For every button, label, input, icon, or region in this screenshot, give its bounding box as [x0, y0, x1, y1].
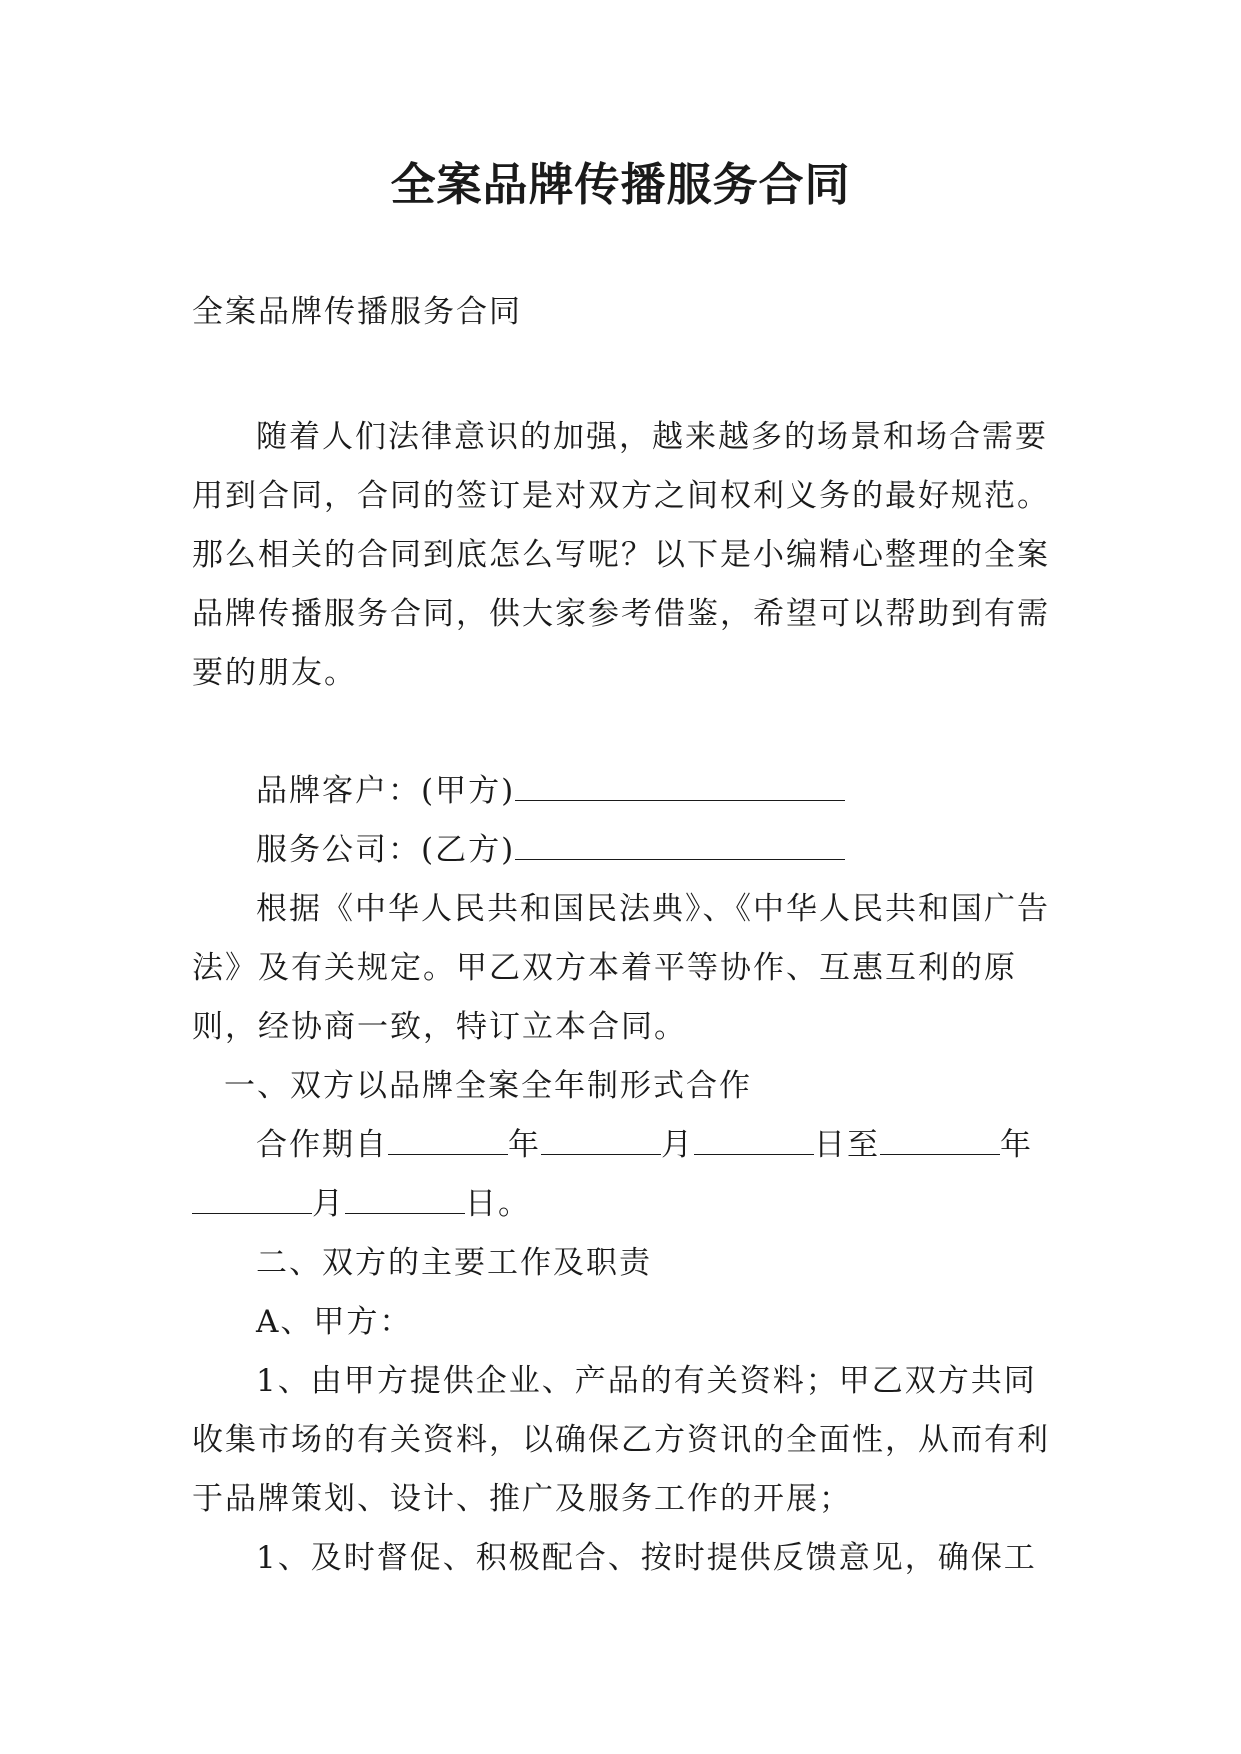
end-month-blank[interactable] — [192, 1183, 312, 1214]
party-a-label: 品牌客户：(甲方) — [256, 773, 516, 809]
party-b-line — [192, 821, 1052, 880]
start-year-blank[interactable] — [388, 1124, 508, 1155]
item-1: 1、由甲方提供企业、产品的有关资料；甲乙双方共同收集市场的有关资料，以确保乙方资讯的全面性，从而有利于品牌策划、设计、推广及服务工作的开展； — [192, 1363, 1050, 1517]
start-month-blank[interactable] — [541, 1124, 661, 1155]
period-month-label-2: 月 — [312, 1186, 345, 1222]
intro-paragraph: 随着人们法律意识的加强，越来越多的场景和场合需要用到合同，合同的签订是对双方之间权利义务的最好规范。那么相关的合同到底怎么写呢？以下是小编精心整理的全案品牌传播服务合同，供大家参考借鉴，希望可以帮助到有需要的朋友。 — [192, 419, 1050, 691]
end-year-blank[interactable] — [880, 1124, 1000, 1155]
document-body — [192, 408, 1052, 1588]
basis-paragraph: 根据《中华人民共和国民法典》、《中华人民共和国广告法》及有关规定。甲乙双方本着平等协作、互惠互利的原则，经协商一致，特订立本合同。 — [192, 891, 1050, 1045]
party-b-label: 服务公司：(乙方) — [256, 832, 516, 868]
party-a-line — [192, 762, 1052, 821]
party-b-blank[interactable] — [515, 829, 845, 860]
document-subtitle: 全案品牌传播服务合同 — [192, 294, 522, 330]
period-prefix: 合作期自 — [256, 1127, 388, 1163]
item-2: 1、及时督促、积极配合、按时提供反馈意见，确保工 — [256, 1540, 1037, 1576]
period-day-to-label: 日至 — [814, 1127, 880, 1163]
cooperation-period — [192, 1116, 1052, 1234]
section-1-heading: 一、双方以品牌全案全年制形式合作 — [224, 1068, 752, 1104]
period-year-label: 年 — [508, 1127, 541, 1163]
party-a-heading: A、甲方： — [256, 1304, 413, 1340]
period-year-label-2: 年 — [1000, 1127, 1033, 1163]
start-day-blank[interactable] — [694, 1124, 814, 1155]
end-day-blank[interactable] — [345, 1183, 465, 1214]
document-title: 全案品牌传播服务合同 — [390, 158, 851, 211]
spacer — [192, 703, 1052, 762]
section-2-heading: 二、双方的主要工作及职责 — [256, 1245, 652, 1281]
period-month-label: 月 — [661, 1127, 694, 1163]
party-a-blank[interactable] — [515, 770, 845, 801]
period-end-label: 日。 — [465, 1186, 531, 1222]
